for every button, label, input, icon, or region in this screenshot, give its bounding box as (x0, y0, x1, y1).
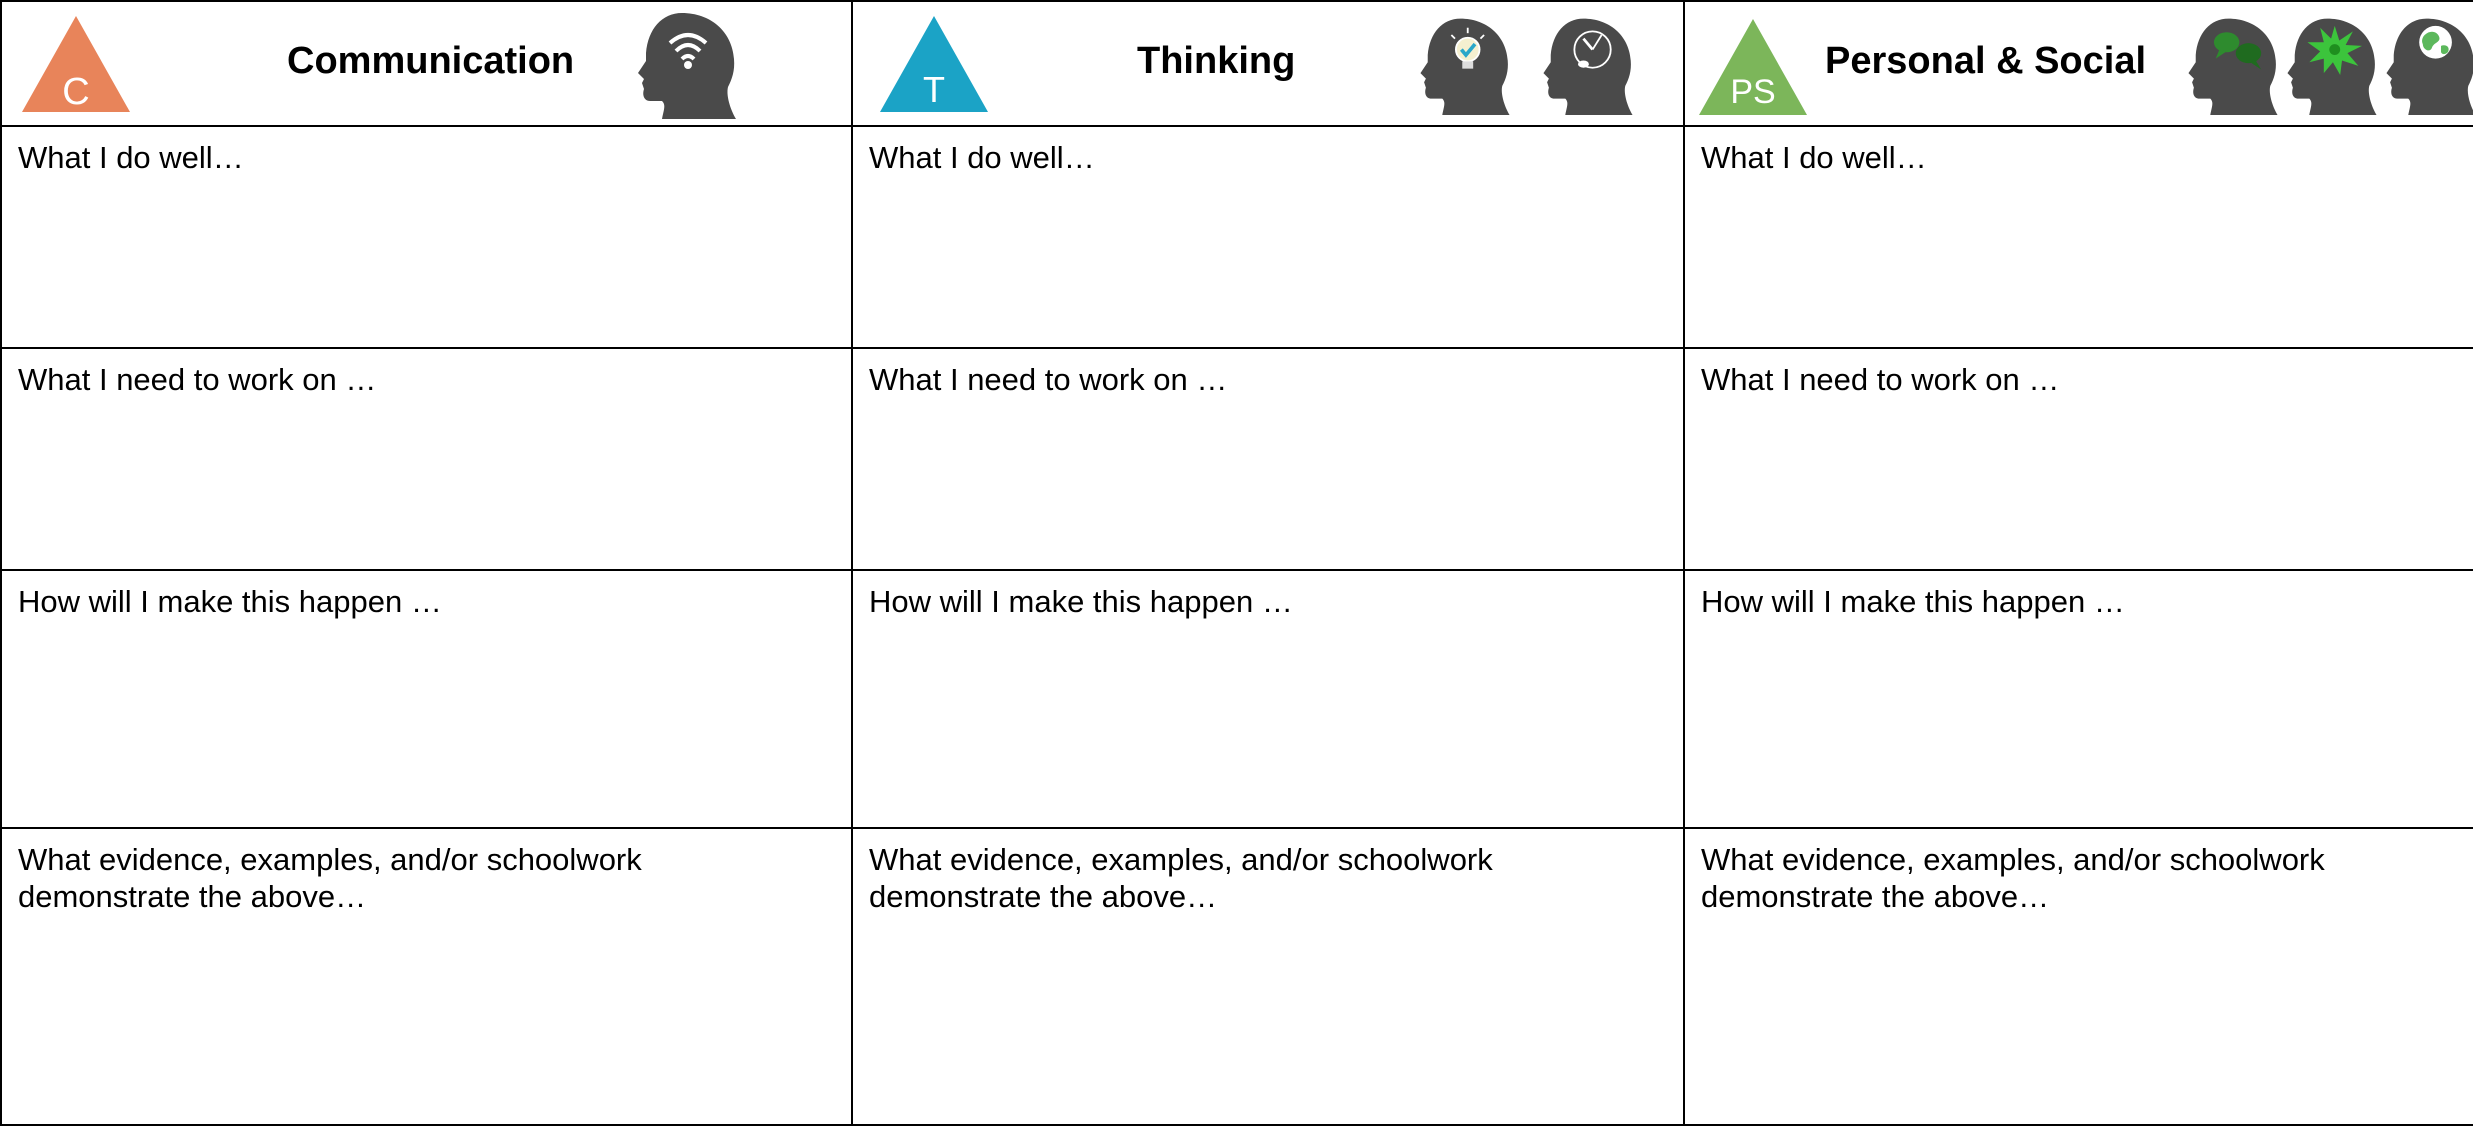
prompt-work-on: What I need to work on … (1701, 362, 2060, 397)
column-title: Communication (287, 40, 575, 82)
badge-letter: PS (1730, 73, 1776, 111)
cell-thinking-evidence[interactable] (853, 829, 1683, 1124)
cell-communication-work-on[interactable] (2, 349, 851, 569)
cell-personal-social-do-well[interactable] (1685, 127, 2473, 347)
thinking-badge-icon (878, 14, 990, 114)
column-title: Personal & Social (1825, 40, 2147, 82)
header-thinking (853, 2, 1683, 125)
prompt-do-well: What I do well… (869, 140, 1095, 175)
cell-thinking-work-on[interactable] (853, 349, 1683, 569)
prompt-evidence: What evidence, examples, and/or schoolwork demonstrate the above… (18, 842, 642, 914)
prompt-make-happen: How will I make this happen … (1701, 584, 2125, 619)
personal-social-badge-icon (1697, 17, 1809, 117)
prompt-make-happen: How will I make this happen … (869, 584, 1293, 619)
head-starburst-icon (2282, 13, 2382, 117)
communication-badge-icon (20, 14, 132, 114)
prompt-work-on: What I need to work on … (18, 362, 377, 397)
column-title: Thinking (1137, 40, 1296, 82)
cell-communication-evidence[interactable] (2, 829, 851, 1124)
cell-personal-social-make-happen[interactable] (1685, 571, 2473, 827)
header-personal-social (1685, 2, 2473, 125)
head-lightbulb-icon (1415, 13, 1515, 117)
badge-letter: T (923, 69, 945, 110)
cell-personal-social-work-on[interactable] (1685, 349, 2473, 569)
prompt-work-on: What I need to work on … (869, 362, 1228, 397)
head-compass-icon (1538, 13, 1638, 117)
header-communication (2, 2, 851, 125)
prompt-do-well: What I do well… (18, 140, 244, 175)
head-globe-icon (2381, 13, 2473, 117)
cell-communication-do-well[interactable] (2, 127, 851, 347)
prompt-evidence: What evidence, examples, and/or schoolwork demonstrate the above… (1701, 842, 2325, 914)
head-speech-bubbles-icon (2183, 13, 2283, 117)
prompt-make-happen: How will I make this happen … (18, 584, 442, 619)
cell-thinking-do-well[interactable] (853, 127, 1683, 347)
cell-personal-social-evidence[interactable] (1685, 829, 2473, 1124)
cell-communication-make-happen[interactable] (2, 571, 851, 827)
head-wifi-icon (632, 9, 742, 119)
prompt-do-well: What I do well… (1701, 140, 1927, 175)
badge-letter: C (62, 71, 90, 113)
prompt-evidence: What evidence, examples, and/or schoolwork demonstrate the above… (869, 842, 1493, 914)
cell-thinking-make-happen[interactable] (853, 571, 1683, 827)
